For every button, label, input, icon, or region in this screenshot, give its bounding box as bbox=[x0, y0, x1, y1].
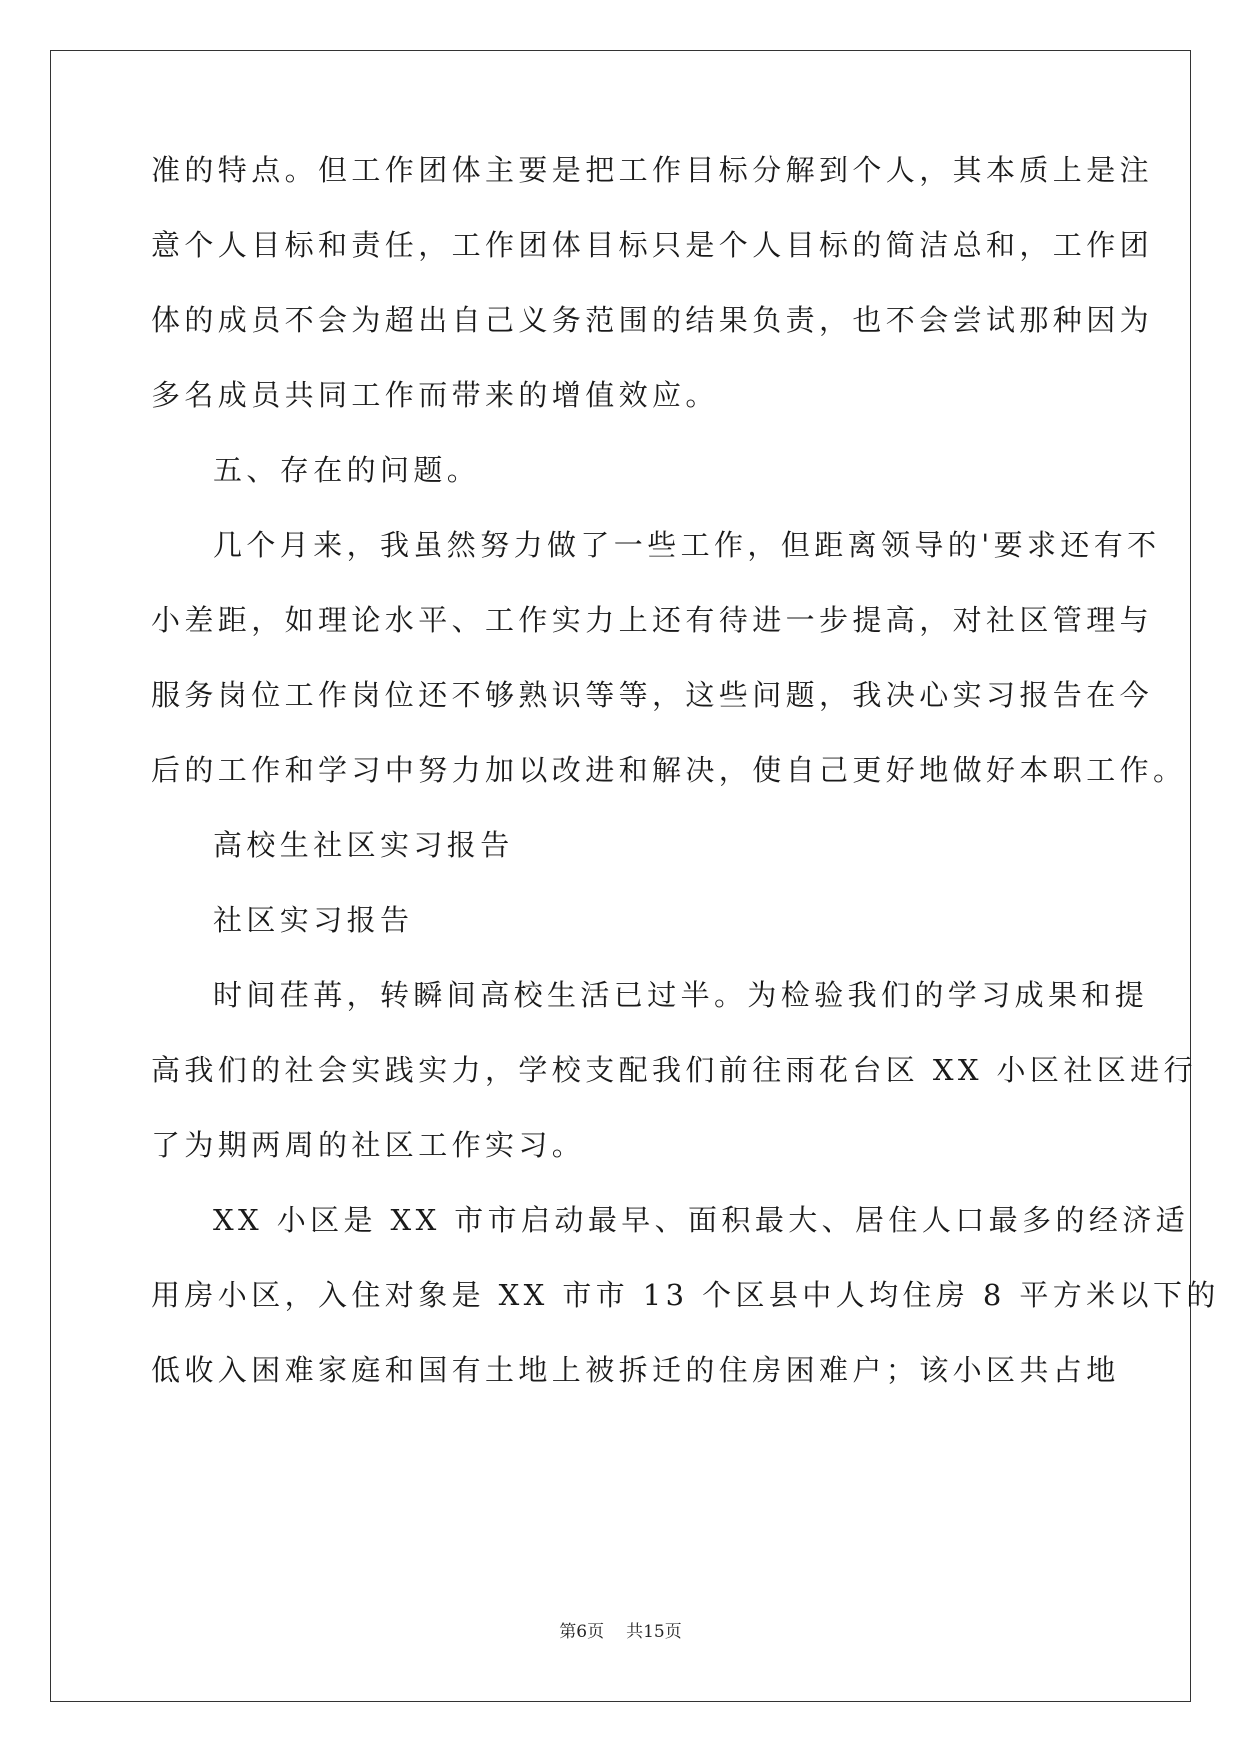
report-subtitle: 社区实习报告 bbox=[213, 903, 414, 937]
paragraph-line: 了为期两周的社区工作实习。 bbox=[151, 1128, 586, 1162]
paragraph-line: 意个人目标和责任，工作团体目标只是个人目标的简洁总和，工作团 bbox=[151, 228, 1154, 262]
paragraph-line: 多名成员共同工作而带来的增值效应。 bbox=[151, 378, 719, 412]
paragraph-line: 高我们的社会实践实力，学校支配我们前往雨花台区 XX 小区社区进行 bbox=[151, 1053, 1197, 1087]
paragraph-line: 服务岗位工作岗位还不够熟识等等，这些问题，我决心实习报告在今 bbox=[151, 678, 1154, 712]
page-number: 第6页 bbox=[559, 1622, 605, 1642]
page-footer bbox=[0, 1620, 1241, 1644]
paragraph-line: 几个月来，我虽然努力做了一些工作，但距离领导的'要求还有不 bbox=[213, 528, 1161, 562]
paragraph-line: 用房小区，入住对象是 XX 市市 13 个区县中人均住房 8 平方米以下的 bbox=[151, 1278, 1220, 1312]
section-heading: 五、存在的问题。 bbox=[213, 453, 481, 487]
report-title: 高校生社区实习报告 bbox=[213, 828, 514, 862]
paragraph-line: 后的工作和学习中努力加以改进和解决，使自己更好地做好本职工作。 bbox=[151, 753, 1187, 787]
paragraph-line: 小差距，如理论水平、工作实力上还有待进一步提高，对社区管理与 bbox=[151, 603, 1154, 637]
page-total: 共15页 bbox=[626, 1622, 682, 1642]
paragraph-line: XX 小区是 XX 市市启动最早、面积最大、居住人口最多的经济适 bbox=[213, 1203, 1190, 1237]
page-border bbox=[50, 50, 1191, 1702]
paragraph-line: 准的特点。但工作团体主要是把工作目标分解到个人，其本质上是注 bbox=[151, 153, 1154, 187]
paragraph-line: 时间荏苒，转瞬间高校生活已过半。为检验我们的学习成果和提 bbox=[213, 978, 1149, 1012]
paragraph-line: 低收入困难家庭和国有土地上被拆迁的住房困难户；该小区共占地 bbox=[151, 1353, 1120, 1387]
paragraph-line: 体的成员不会为超出自己义务范围的结果负责，也不会尝试那种因为 bbox=[151, 303, 1154, 337]
